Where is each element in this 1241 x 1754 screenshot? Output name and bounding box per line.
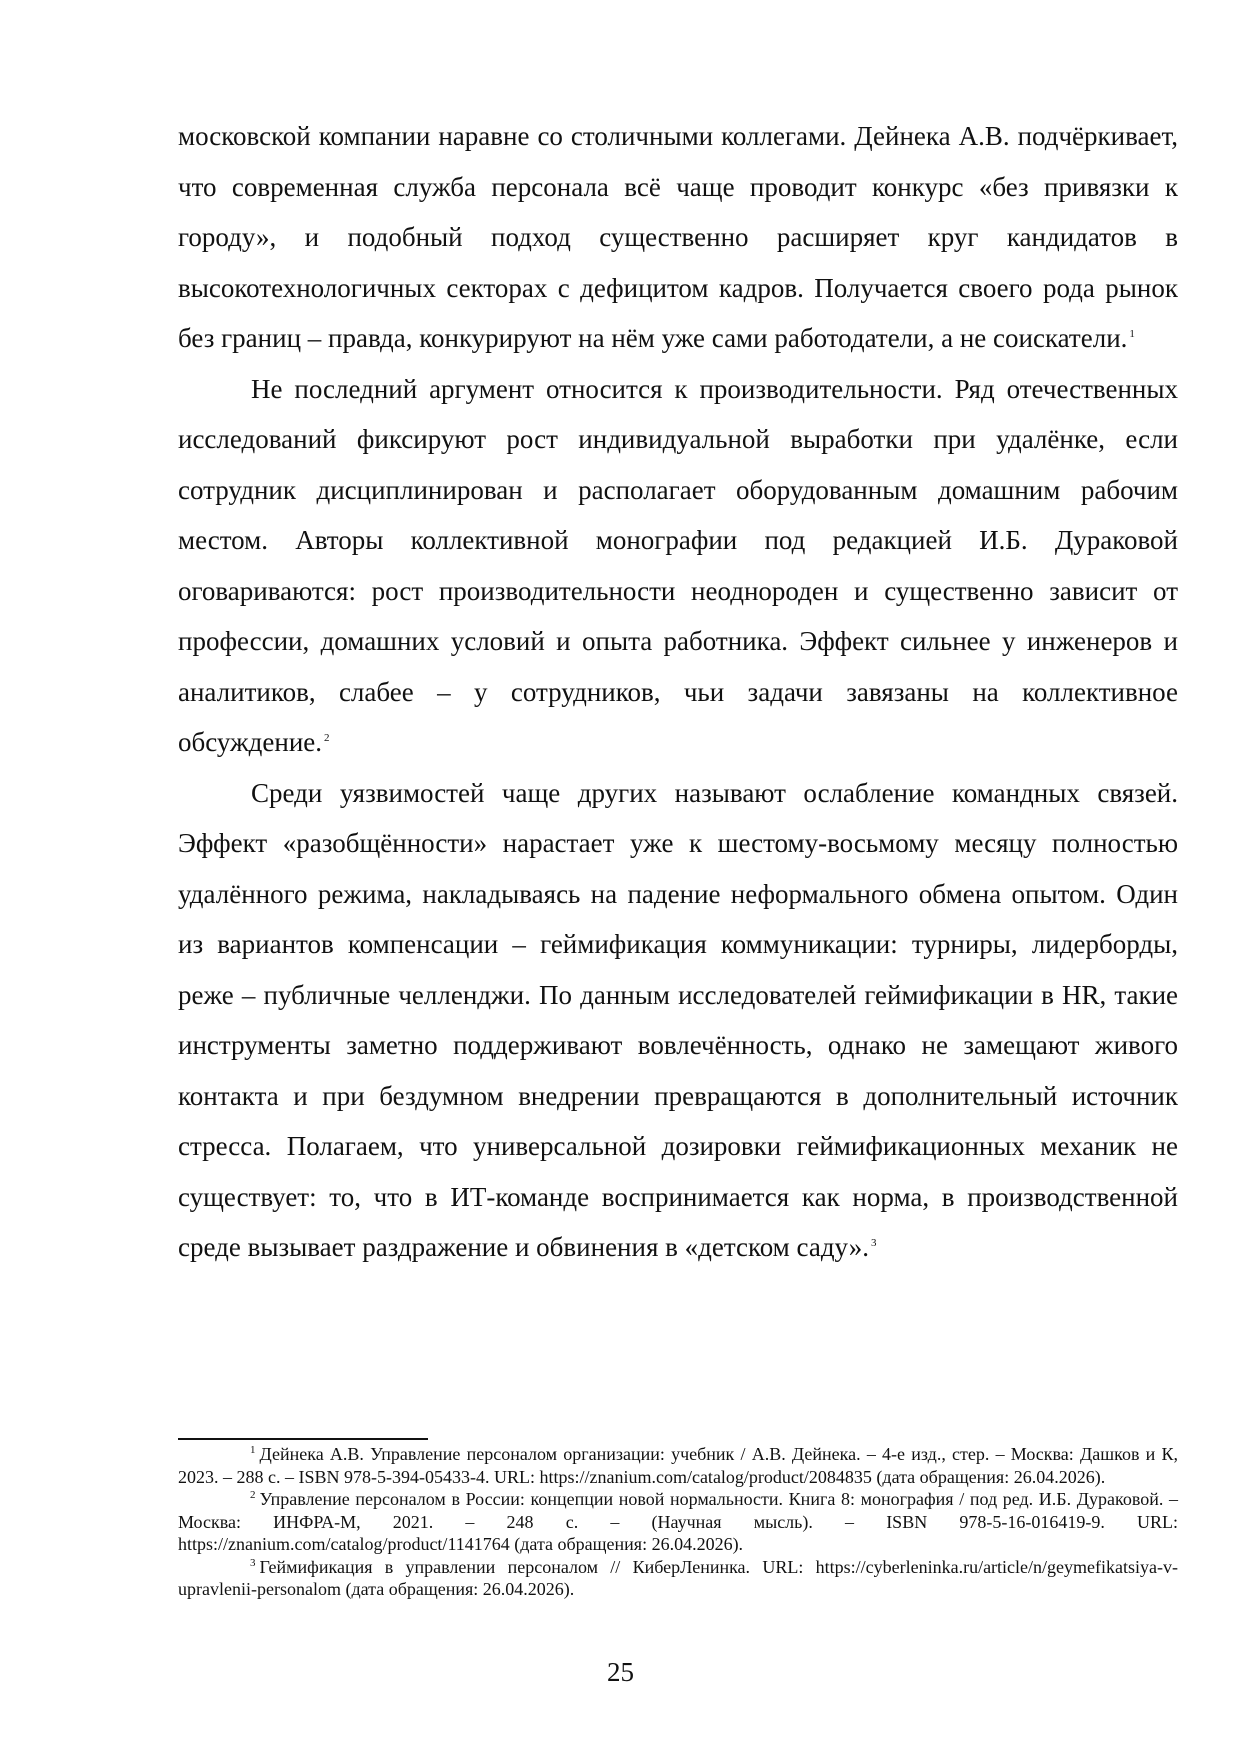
page-number: 25 <box>607 1657 634 1687</box>
footnotes <box>178 1443 1178 1601</box>
footnote-1 <box>178 1443 1178 1488</box>
footnote-3 <box>178 1556 1178 1601</box>
footnote-text: Геймификация в управлении персоналом // КиберЛенинка. URL: https://cyberleninka.ru/article/n/geymefikatsiya-v-upravlenii-personalom (дата обращения: 26.04.2026). <box>178 1556 1178 1599</box>
paragraph-3 <box>178 768 1178 1273</box>
footnote-number: 3 <box>250 1556 256 1569</box>
paragraph-1 <box>178 111 1178 364</box>
footnote-text: Дейнека А.В. Управление персоналом организации: учебник / А.В. Дейнека. – 4-е изд., стер. – Москва: Дашков и К, 2023. – 288 с. – ISBN 978-5-394-05433-4. URL: https://znanium.com/catalog/product/2084835 (дата обращения: 26.04.2026). <box>178 1444 1178 1487</box>
paragraph-text: Не последний аргумент относится к производительности. Ряд отечественных исследований фиксируют рост индивидуальной выработки при удалёнке, если сотрудник дисциплинирован и располагает оборудованным домашним рабочим местом. Авторы коллективной монографии под редакцией И.Б. Дураковой оговариваются: рост производительности неоднороден и существенно зависит от профессии, домашних условий и опыта работника. Эффект сильнее у инженеров и аналитиков, слабее – у сотрудников, чьи задачи завязаны на коллективное обсуждение. <box>178 373 1178 757</box>
footnote-number: 1 <box>250 1444 256 1456</box>
paragraph-text: Среди уязвимостей чаще других называют ослабление командных связей. Эффект «разобщённости» нарастает уже к шестому-восьмому месяцу полностью удалённого режима, накладываясь на падение неформального обмена опытом. Один из вариантов компенсации – геймификация коммуникации: турниры, лидерборды, реже – публичные челленджи. По данным исследователей геймификации в HR, такие инструменты заметно поддерживают вовлечённость, однако не замещают живого контакта и при бездумном внедрении превращаются в дополнительный источник стресса. Полагаем, что универсальной дозировки геймификационных механик не существует: то, что в ИТ-команде воспринимается как норма, в производственной среде вызывает раздражение и обвинения в «детском саду». <box>178 777 1178 1262</box>
footnote-ref-3[interactable]: 3 <box>870 1237 877 1249</box>
footnote-text: Управление персоналом в России: концепции новой нормальности. Книга 8: монография / под ред. И.Б. Дураковой. – Москва: ИНФРА-М, 2021. – 248 с. – (Научная мысль). – ISBN 978-5-16-016419-9. URL: https://znanium.com/catalog/product/1141764 (дата обращения: 26.04.2026). <box>178 1489 1178 1554</box>
footnote-separator <box>178 1438 428 1440</box>
footnote-2 <box>178 1488 1178 1556</box>
paragraph-2 <box>178 364 1178 768</box>
footnote-ref-1[interactable]: 1 <box>1129 328 1135 340</box>
footnote-ref-2[interactable]: 2 <box>324 732 330 744</box>
footnote-number: 2 <box>250 1489 256 1501</box>
paragraph-text: московской компании наравне со столичными коллегами. Дейнека А.В. подчёркивает, что современная служба персонала всё чаще проводит конкурс «без привязки к городу», и подобный подход существенно расширяет круг кандидатов в высокотехнологичных секторах с дефицитом кадров. Получается своего рода рынок без границ – правда, конкурируют на нём уже сами работодатели, а не соискатели. <box>178 121 1178 353</box>
body-text <box>178 111 1178 1273</box>
